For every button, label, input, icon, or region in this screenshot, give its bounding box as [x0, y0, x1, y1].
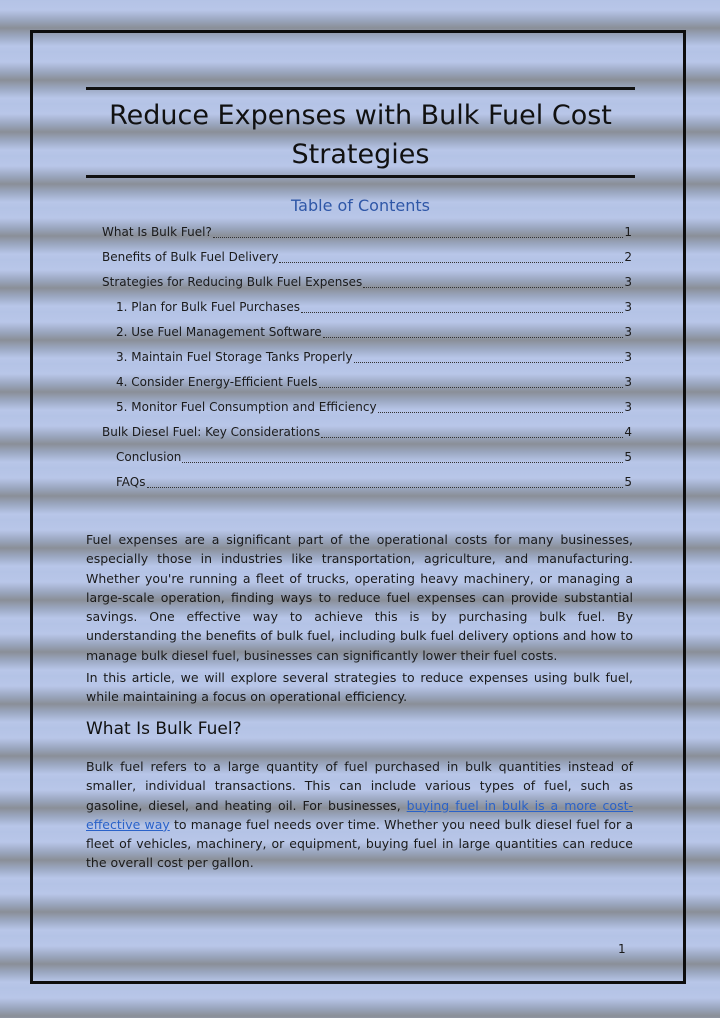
- toc-leader: [147, 486, 624, 488]
- toc-leader: [363, 286, 623, 288]
- page-number: 1: [618, 942, 626, 956]
- toc-leader: [279, 261, 623, 263]
- bulk-fuel-link[interactable]: buying fuel in bulk is a more cost-effective way: [86, 797, 633, 832]
- toc-entry-label: Strategies for Reducing Bulk Fuel Expenses: [102, 274, 363, 289]
- toc-entry-page: 1: [624, 224, 632, 239]
- toc-entry-page: 3: [624, 274, 632, 289]
- table-of-contents: [102, 219, 632, 494]
- title-bottom-rule: [86, 175, 635, 178]
- toc-entry-benefits[interactable]: [102, 244, 632, 269]
- section-heading: What Is Bulk Fuel?: [86, 719, 242, 739]
- toc-entry-label: Benefits of Bulk Fuel Delivery: [102, 249, 279, 264]
- toc-entry-label: 2. Use Fuel Management Software: [116, 324, 322, 339]
- title-line-2: Strategies: [291, 139, 430, 170]
- toc-entry-label: Bulk Diesel Fuel: Key Considerations: [102, 424, 321, 439]
- toc-entry-page: 5: [624, 474, 632, 489]
- toc-leader: [301, 311, 623, 313]
- toc-entry-page: 4: [624, 424, 632, 439]
- title-top-rule: [86, 87, 635, 90]
- intro-paragraph-2: In this article, we will explore several strategies to reduce expenses using bulk fuel, while maintaining a focus on operational efficiency.: [86, 670, 633, 705]
- toc-leader: [213, 236, 624, 238]
- toc-leader: [321, 436, 623, 438]
- toc-entry-label: 3. Maintain Fuel Storage Tanks Properly: [116, 349, 353, 364]
- toc-leader: [182, 461, 623, 463]
- toc-entry-plan-purchases[interactable]: [102, 294, 632, 319]
- toc-entry-page: 3: [624, 399, 632, 414]
- toc-leader: [323, 336, 624, 338]
- toc-entry-strategies[interactable]: [102, 269, 632, 294]
- document-title: [86, 96, 635, 174]
- toc-leader: [319, 386, 624, 388]
- toc-entry-label: What Is Bulk Fuel?: [102, 224, 212, 239]
- toc-entry-storage-tanks[interactable]: [102, 344, 632, 369]
- intro-paragraph-1: Fuel expenses are a significant part of the operational costs for many businesses, especially those in industries like transportation, agriculture, and manufacturing. Whether you're running a fleet of trucks, operating heavy machinery, or managing a large-scale operation, finding ways to reduce fuel expenses can provide substantial savings. One effective way to achieve this is by purchasing bulk fuel. By understanding the benefits of bulk fuel, including bulk fuel delivery options and how to manage bulk diesel fuel, businesses can significantly lower their fuel costs.: [86, 532, 633, 663]
- toc-entry-page: 3: [624, 374, 632, 389]
- toc-entry-monitor-consumption[interactable]: [102, 394, 632, 419]
- toc-entry-page: 2: [624, 249, 632, 264]
- toc-entry-page: 3: [624, 324, 632, 339]
- section-paragraph: [86, 757, 633, 873]
- toc-entry-conclusion[interactable]: [102, 444, 632, 469]
- toc-leader: [354, 361, 624, 363]
- toc-entry-bulk-diesel[interactable]: [102, 419, 632, 444]
- toc-entry-label: Conclusion: [116, 449, 182, 464]
- toc-entry-label: 4. Consider Energy-Efficient Fuels: [116, 374, 318, 389]
- toc-entry-page: 5: [624, 449, 632, 464]
- toc-heading: Table of Contents: [291, 196, 430, 215]
- toc-entry-page: 3: [624, 299, 632, 314]
- toc-entry-label: 1. Plan for Bulk Fuel Purchases: [116, 299, 300, 314]
- toc-entry-faqs[interactable]: [102, 469, 632, 494]
- section-text-before-link: Bulk fuel refers to a large quantity of fuel purchased in bulk quantities instead of smaller, individual transactions. This can include various types of fuel, such as gasoline, diesel, and heating oil. For businesses,: [86, 759, 633, 813]
- toc-entry-label: 5. Monitor Fuel Consumption and Efficiency: [116, 399, 377, 414]
- toc-entry-management-software[interactable]: [102, 319, 632, 344]
- section-text-after-link: to manage fuel needs over time. Whether you need bulk diesel fuel for a fleet of vehicles, machinery, or equipment, buying fuel in large quantities can reduce the overall cost per gallon.: [86, 816, 633, 871]
- toc-entry-energy-efficient[interactable]: [102, 369, 632, 394]
- toc-entry-page: 3: [624, 349, 632, 364]
- title-line-1: Reduce Expenses with Bulk Fuel Cost: [109, 100, 612, 131]
- toc-entry-what-is-bulk-fuel[interactable]: [102, 219, 632, 244]
- toc-leader: [378, 411, 624, 413]
- toc-entry-label: FAQs: [116, 474, 146, 489]
